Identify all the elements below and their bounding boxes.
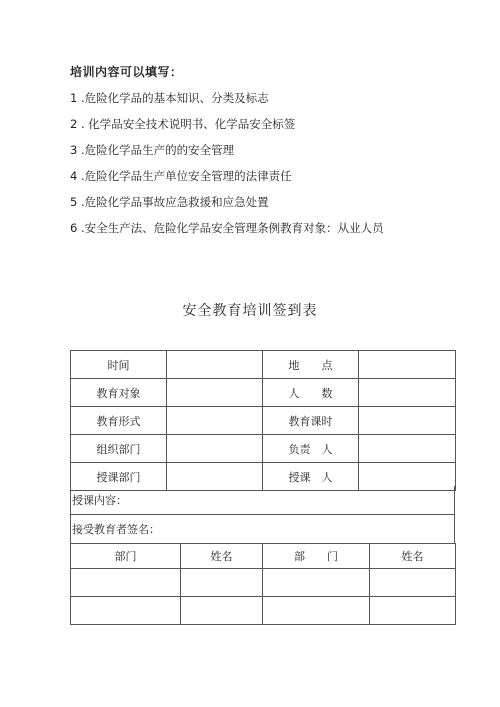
sign-cell[interactable]	[181, 569, 263, 597]
table-row	[71, 351, 456, 379]
table-row	[71, 379, 456, 407]
label-responsible: 负责 人	[263, 435, 359, 463]
sign-header-name-2: 姓名	[370, 544, 456, 569]
info-table	[70, 350, 456, 491]
training-item-1: 1 .危险化学品的基本知识、分类及标志	[70, 91, 269, 105]
sign-cell[interactable]	[263, 597, 370, 625]
signature-table	[70, 543, 456, 625]
table-row	[71, 597, 456, 625]
audience-field[interactable]	[167, 379, 263, 407]
headcount-field[interactable]	[359, 379, 456, 407]
time-field[interactable]	[167, 351, 263, 379]
sign-cell[interactable]	[181, 597, 263, 625]
training-item-2: 2 . 化学品安全技术说明书、化学品安全标签	[70, 117, 296, 131]
sign-header-dept-2: 部 门	[263, 544, 370, 569]
format-field[interactable]	[167, 407, 263, 435]
responsible-field[interactable]	[359, 435, 456, 463]
table-row	[71, 569, 456, 597]
content-row[interactable]: 授课内容：	[70, 486, 455, 515]
signature-row: 接受教育者签名：	[70, 515, 455, 544]
sign-cell[interactable]	[71, 597, 181, 625]
label-time: 时间	[71, 351, 167, 379]
training-item-4: 4 .危险化学品生产单位安全管理的法律责任	[70, 169, 292, 183]
training-item-6: 6 .安全生产法、危险化学品安全管理条例教育对象：从业人员	[70, 221, 384, 235]
sign-cell[interactable]	[370, 597, 456, 625]
label-hours: 教育课时	[263, 407, 359, 435]
label-lecturer: 授课 人	[263, 463, 359, 491]
label-audience: 教育对象	[71, 379, 167, 407]
training-content-heading: 培训内容可以填写：	[70, 65, 183, 79]
location-field[interactable]	[359, 351, 456, 379]
label-teaching-dept: 授课部门	[71, 463, 167, 491]
sign-cell[interactable]	[370, 569, 456, 597]
label-headcount: 人 数	[263, 379, 359, 407]
organizer-field[interactable]	[167, 435, 263, 463]
sign-header-dept-1: 部门	[71, 544, 181, 569]
training-item-3: 3 .危险化学品生产的的安全管理	[70, 143, 235, 157]
sign-cell[interactable]	[71, 569, 181, 597]
sign-cell[interactable]	[263, 569, 370, 597]
table-row	[71, 407, 456, 435]
table-row	[71, 544, 456, 569]
sign-header-name-1: 姓名	[181, 544, 263, 569]
label-organizer: 组织部门	[71, 435, 167, 463]
form-title: 安全教育培训签到表	[182, 303, 318, 319]
label-location: 地 点	[263, 351, 359, 379]
label-format: 教育形式	[71, 407, 167, 435]
hours-field[interactable]	[359, 407, 456, 435]
training-item-5: 5 .危险化学品事故应急救援和应急处置	[70, 195, 269, 209]
table-row	[71, 435, 456, 463]
